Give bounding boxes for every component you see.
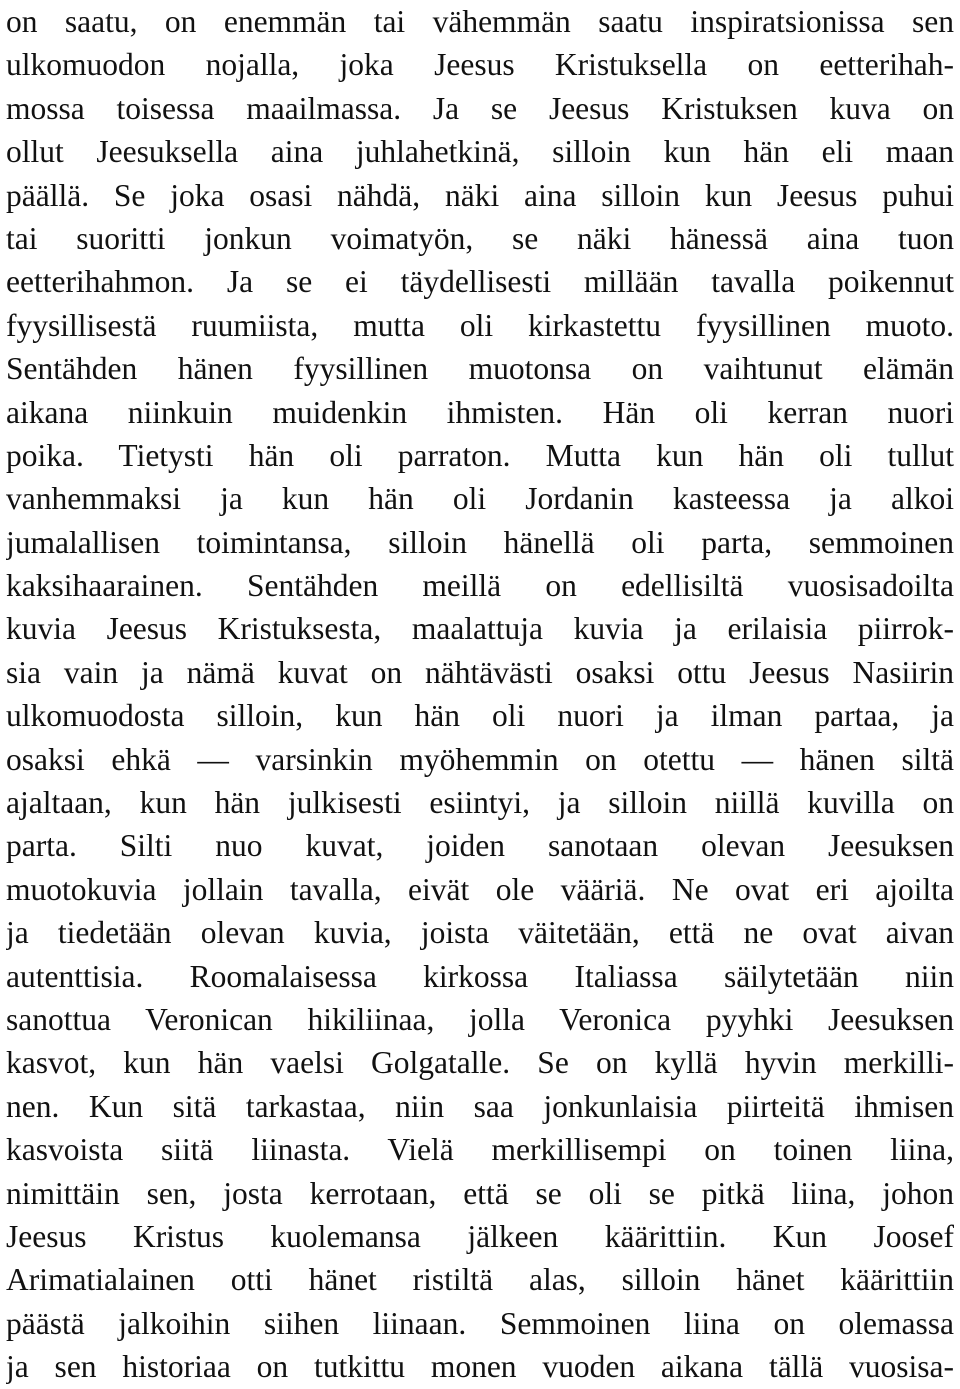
text-line: ja sen historiaa on tutkittu monen vuoden aikana tällä vuosisa- — [6, 1349, 954, 1385]
text-line: muotokuvia jollain tavalla, eivät ole vääriä. Ne ovat eri ajoilta — [6, 871, 954, 907]
text-line: sia vain ja nämä kuvat on nähtävästi osaksi ottu Jeesus Nasiirin — [6, 654, 954, 690]
text-line: kasvoista siitä liinasta. Vielä merkillisempi on toinen liina, — [6, 1132, 954, 1168]
text-line: kuvia Jeesus Kristuksesta, maalattuja kuvia ja erilaisia piirrok- — [6, 611, 954, 647]
text-line: eetterihahmon. Ja se ei täydellisesti millään tavalla poikennut — [6, 264, 954, 300]
text-line: ulkomuodon nojalla, joka Jeesus Kristuksella on eetterihah- — [6, 47, 954, 83]
text-line: vanhemmaksi ja kun hän oli Jordanin kasteessa ja alkoi — [6, 481, 954, 517]
text-line: kaksihaarainen. Sentähden meillä on edellisiltä vuosisadoilta — [6, 568, 954, 604]
text-line: päästä jalkoihin siihen liinaan. Semmoinen liina on olemassa — [6, 1305, 954, 1341]
text-line: kasvot, kun hän vaelsi Golgatalle. Se on kyllä hyvin merkilli- — [6, 1045, 954, 1081]
text-line: Arimatialainen otti hänet ristiltä alas, silloin hänet käärittiin — [6, 1262, 954, 1298]
text-line: sanottua Veronican hikiliinaa, jolla Veronica pyyhki Jeesuksen — [6, 1001, 954, 1037]
text-line: aikana niinkuin muidenkin ihmisten. Hän oli kerran nuori — [6, 394, 954, 430]
text-line: ollut Jeesuksella aina juhlahetkinä, silloin kun hän eli maan — [6, 134, 954, 170]
text-line: autenttisia. Roomalaisessa kirkossa Italiassa säilytetään niin — [6, 958, 954, 994]
text-line: osaksi ehkä — varsinkin myöhemmin on otettu — hänen siltä — [6, 741, 954, 777]
text-line: Sentähden hänen fyysillinen muotonsa on vaihtunut elämän — [6, 351, 954, 387]
text-line: parta. Silti nuo kuvat, joiden sanotaan olevan Jeesuksen — [6, 828, 954, 864]
text-line: nen. Kun sitä tarkastaa, niin saa jonkunlaisia piirteitä ihmisen — [6, 1088, 954, 1124]
text-line: tai suoritti jonkun voimatyön, se näki hänessä aina tuon — [6, 220, 954, 256]
text-line: ja tiedetään olevan kuvia, joista väitetään, että ne ovat aivan — [6, 915, 954, 951]
text-line: ulkomuodosta silloin, kun hän oli nuori ja ilman partaa, ja — [6, 698, 954, 734]
text-line: nimittäin sen, josta kerrotaan, että se oli se pitkä liina, johon — [6, 1175, 954, 1211]
text-line: on saatu, on enemmän tai vähemmän saatu inspiratsionissa sen — [6, 4, 954, 39]
text-line: mossa toisessa maailmassa. Ja se Jeesus Kristuksen kuva on — [6, 90, 954, 126]
text-line: ajaltaan, kun hän julkisesti esiintyi, ja silloin niillä kuvilla on — [6, 785, 954, 821]
text-line: poika. Tietysti hän oli parraton. Mutta kun hän oli tullut — [6, 437, 954, 473]
text-line: jumalallisen toimintansa, silloin hänellä oli parta, semmoinen — [6, 524, 954, 560]
text-line: Jeesus Kristus kuolemansa jälkeen käärittiin. Kun Joosef — [6, 1218, 954, 1254]
text-line: fyysillisestä ruumiista, mutta oli kirkastettu fyysillinen muoto. — [6, 307, 954, 343]
text-line: päällä. Se joka osasi nähdä, näki aina silloin kun Jeesus puhui — [6, 177, 954, 213]
